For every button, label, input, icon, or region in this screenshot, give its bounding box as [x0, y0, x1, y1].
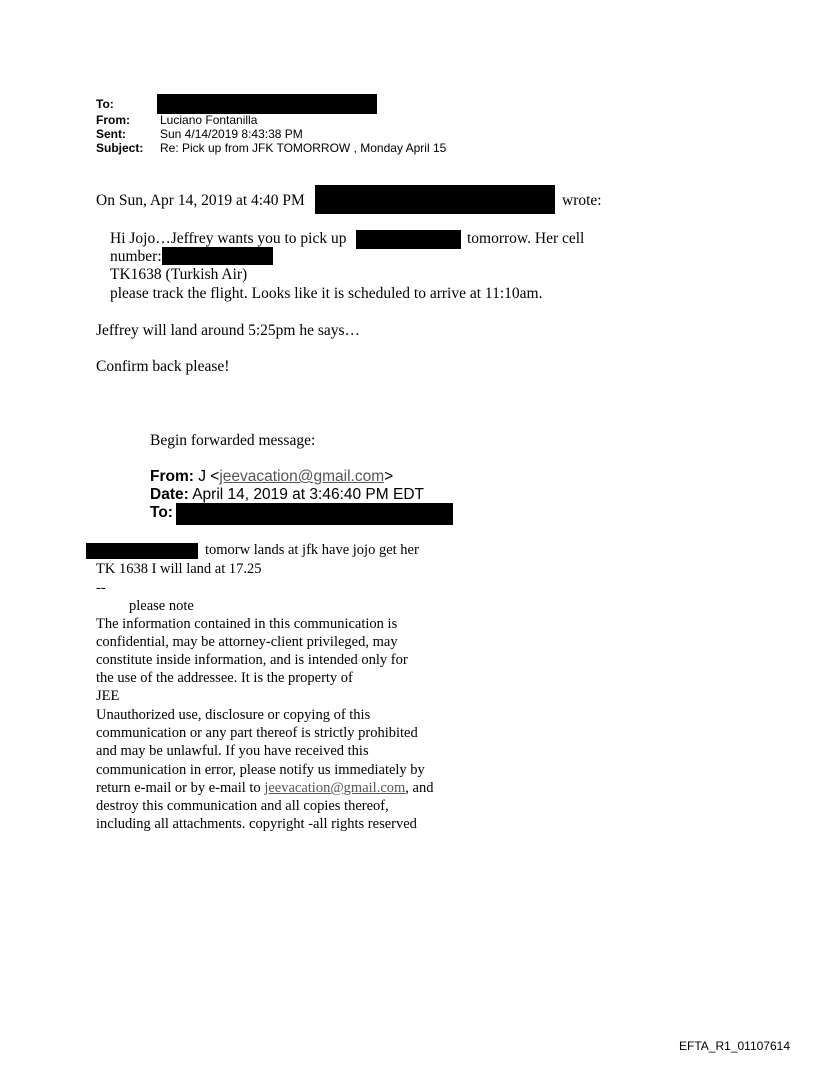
reply-intro-suffix: wrote: — [562, 192, 602, 209]
reply-intro-prefix: On Sun, Apr 14, 2019 at 4:40 PM — [96, 192, 305, 209]
body-line-2: TK 1638 I will land at 17.25 — [96, 561, 262, 577]
to-row — [96, 97, 160, 111]
redaction-box — [176, 503, 453, 525]
forwarded-from-close: > — [384, 468, 394, 485]
body-dashes: -- — [96, 580, 106, 596]
subject-value: Re: Pick up from JFK TOMORROW , Monday April 15 — [160, 141, 447, 155]
reply-line-4: please track the flight. Looks like it is scheduled to arrive at 11:10am. — [110, 285, 543, 302]
redaction-box — [356, 230, 461, 249]
forwarded-from-label: From: — [150, 468, 194, 485]
disclaimer-line: The information contained in this communication is — [96, 616, 398, 632]
disclaimer-line: and may be unlawful. If you have received this — [96, 743, 369, 759]
forwarded-from-row — [150, 468, 393, 486]
forwarded-from-email-link[interactable]: jeevacation@gmail.com — [219, 468, 385, 485]
disclaimer-line: constitute inside information, and is intended only for — [96, 652, 408, 668]
disclaimer-line: JEE — [96, 688, 120, 704]
disclaimer-line: including all attachments. copyright -all rights reserved — [96, 816, 417, 832]
reply-line-2: number: — [110, 248, 162, 265]
redaction-box — [157, 94, 377, 114]
forwarded-from-name: J < — [198, 468, 220, 485]
sent-label: Sent: — [96, 127, 126, 141]
forwarded-begin: Begin forwarded message: — [150, 432, 316, 449]
reply-line-1-prefix: Hi Jojo…Jeffrey wants you to pick up — [110, 230, 347, 247]
redaction-box — [162, 247, 273, 265]
disclaimer-email-link[interactable]: jeevacation@gmail.com — [264, 780, 406, 796]
reply-intro — [96, 192, 305, 210]
forwarded-to-label: To: — [150, 504, 173, 521]
from-row — [96, 113, 257, 127]
subject-row — [96, 141, 446, 155]
reply-line-3: TK1638 (Turkish Air) — [110, 266, 248, 283]
sent-row — [96, 127, 303, 141]
disclaimer-email-prefix: return e-mail or by e-mail to — [96, 780, 265, 796]
disclaimer-line: communication or any part thereof is strictly prohibited — [96, 725, 418, 741]
reply-paragraph-3: Confirm back please! — [96, 358, 230, 375]
sent-value: Sun 4/14/2019 8:43:38 PM — [160, 127, 303, 141]
from-value: Luciano Fontanilla — [160, 113, 258, 127]
forwarded-date-row — [150, 486, 424, 504]
reply-paragraph-2: Jeffrey will land around 5:25pm he says… — [96, 322, 361, 339]
body-line-1: tomorw lands at jfk have jojo get her — [205, 542, 419, 558]
redaction-box — [315, 185, 555, 214]
disclaimer-line: destroy this communication and all copies thereof, — [96, 798, 389, 814]
document-id: EFTA_R1_01107614 — [679, 1039, 790, 1053]
disclaimer-line: communication in error, please notify us immediately by — [96, 762, 425, 778]
from-label: From: — [96, 113, 130, 127]
forwarded-date-label: Date: — [150, 486, 189, 503]
forwarded-date-value: April 14, 2019 at 3:46:40 PM EDT — [192, 486, 424, 503]
redaction-box — [86, 543, 198, 559]
disclaimer-line: confidential, may be attorney-client privileged, may — [96, 634, 398, 650]
reply-line-1-suffix: tomorrow. Her cell — [467, 230, 585, 247]
disclaimer-line: the use of the addressee. It is the property of — [96, 670, 353, 686]
disclaimer-line: Unauthorized use, disclosure or copying of this — [96, 707, 371, 723]
disclaimer-line-email — [96, 780, 433, 797]
please-note: please note — [129, 598, 194, 614]
to-label: To: — [96, 97, 114, 111]
subject-label: Subject: — [96, 141, 144, 155]
forwarded-to-row — [150, 504, 173, 522]
disclaimer-email-suffix: , and — [405, 780, 434, 796]
